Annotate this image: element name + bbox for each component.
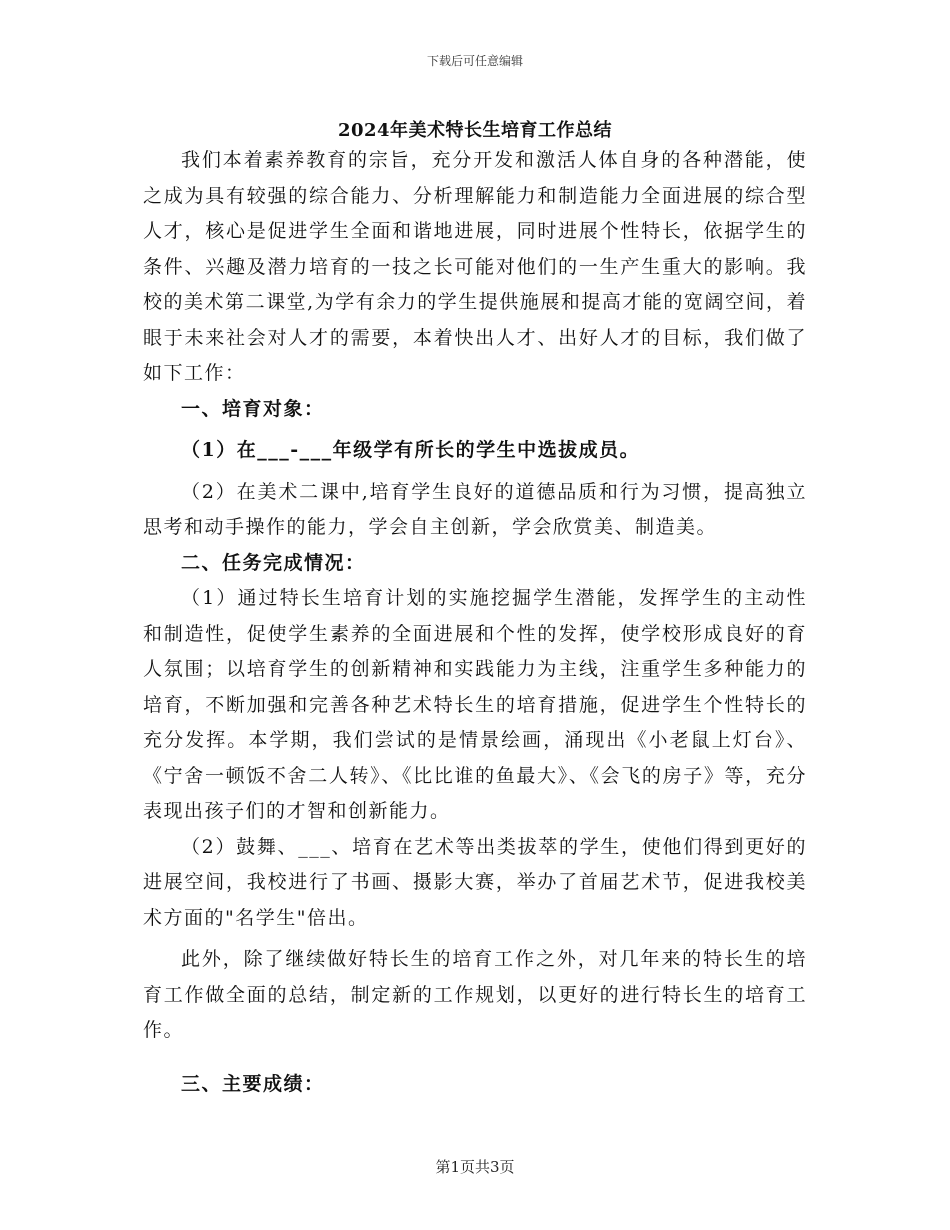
section2-item1: （1）通过特长生培育计划的实施挖掘学生潜能，发挥学生的主动性和制造性，促使学生素养的全面进展和个性的发挥，使学校形成良好的育人氛围；以培育学生的创新精神和实践能力为主线，注重学生多种能力的培育，不断加强和完善各种艺术特长生的培育措施，促进学生个性特长的充分发挥。本学期，我们尝试的是情景绘画，涌现出《小老鼠上灯台》、《宁舍一顿饭不舍二人转》、《比比谁的鱼最大》、《会飞的房子》等，充分表现出孩子们的才智和创新能力。 xyxy=(143,587,807,822)
document-body xyxy=(143,143,807,1102)
page-footer-number: 第1页共3页 xyxy=(435,1158,515,1176)
section2-item2: （2）鼓舞、___、培育在艺术等出类拔萃的学生，使他们得到更好的进展空间，我校进行了书画、摄影大赛，举办了首届艺术节，促进我校美术方面的"名学生"倍出。 xyxy=(143,835,807,929)
document-title: 2024年美术特长生培育工作总结 xyxy=(337,120,613,141)
intro-paragraph: 我们本着素养教育的宗旨，充分开发和激活人体自身的各种潜能，使之成为具有较强的综合能力、分析理解能力和制造能力全面进展的综合型人才，核心是促进学生全面和谐地进展，同时进展个性特长，依据学生的条件、兴趣及潜力培育的一技之长可能对他们的一生产生重大的影响。我校的美术第二课堂,为学有余力的学生提供施展和提高才能的宽阔空间，着眼于未来社会对人才的需要，本着快出人才、出好人才的目标，我们做了如下工作： xyxy=(143,149,807,384)
section1-item1: （1）在___-___年级学有所长的学生中选拔成员。 xyxy=(181,439,641,461)
section3-heading: 三、主要成绩： xyxy=(181,1072,325,1095)
section2-heading: 二、任务完成情况： xyxy=(181,551,366,574)
section1-heading: 一、培育对象： xyxy=(181,397,325,420)
page-header-note: 下载后可任意编辑 xyxy=(426,54,523,68)
section2-extra: 此外，除了继续做好特长生的培育工作之外，对几年来的特长生的培育工作做全面的总结，制定新的工作规划，以更好的进行特长生的培育工作。 xyxy=(143,948,807,1041)
section1-item2: （2）在美术二课中,培育学生良好的道德品质和行为习惯，提高独立思考和动手操作的能力，学会自主创新，学会欣赏美、制造美。 xyxy=(143,480,807,538)
